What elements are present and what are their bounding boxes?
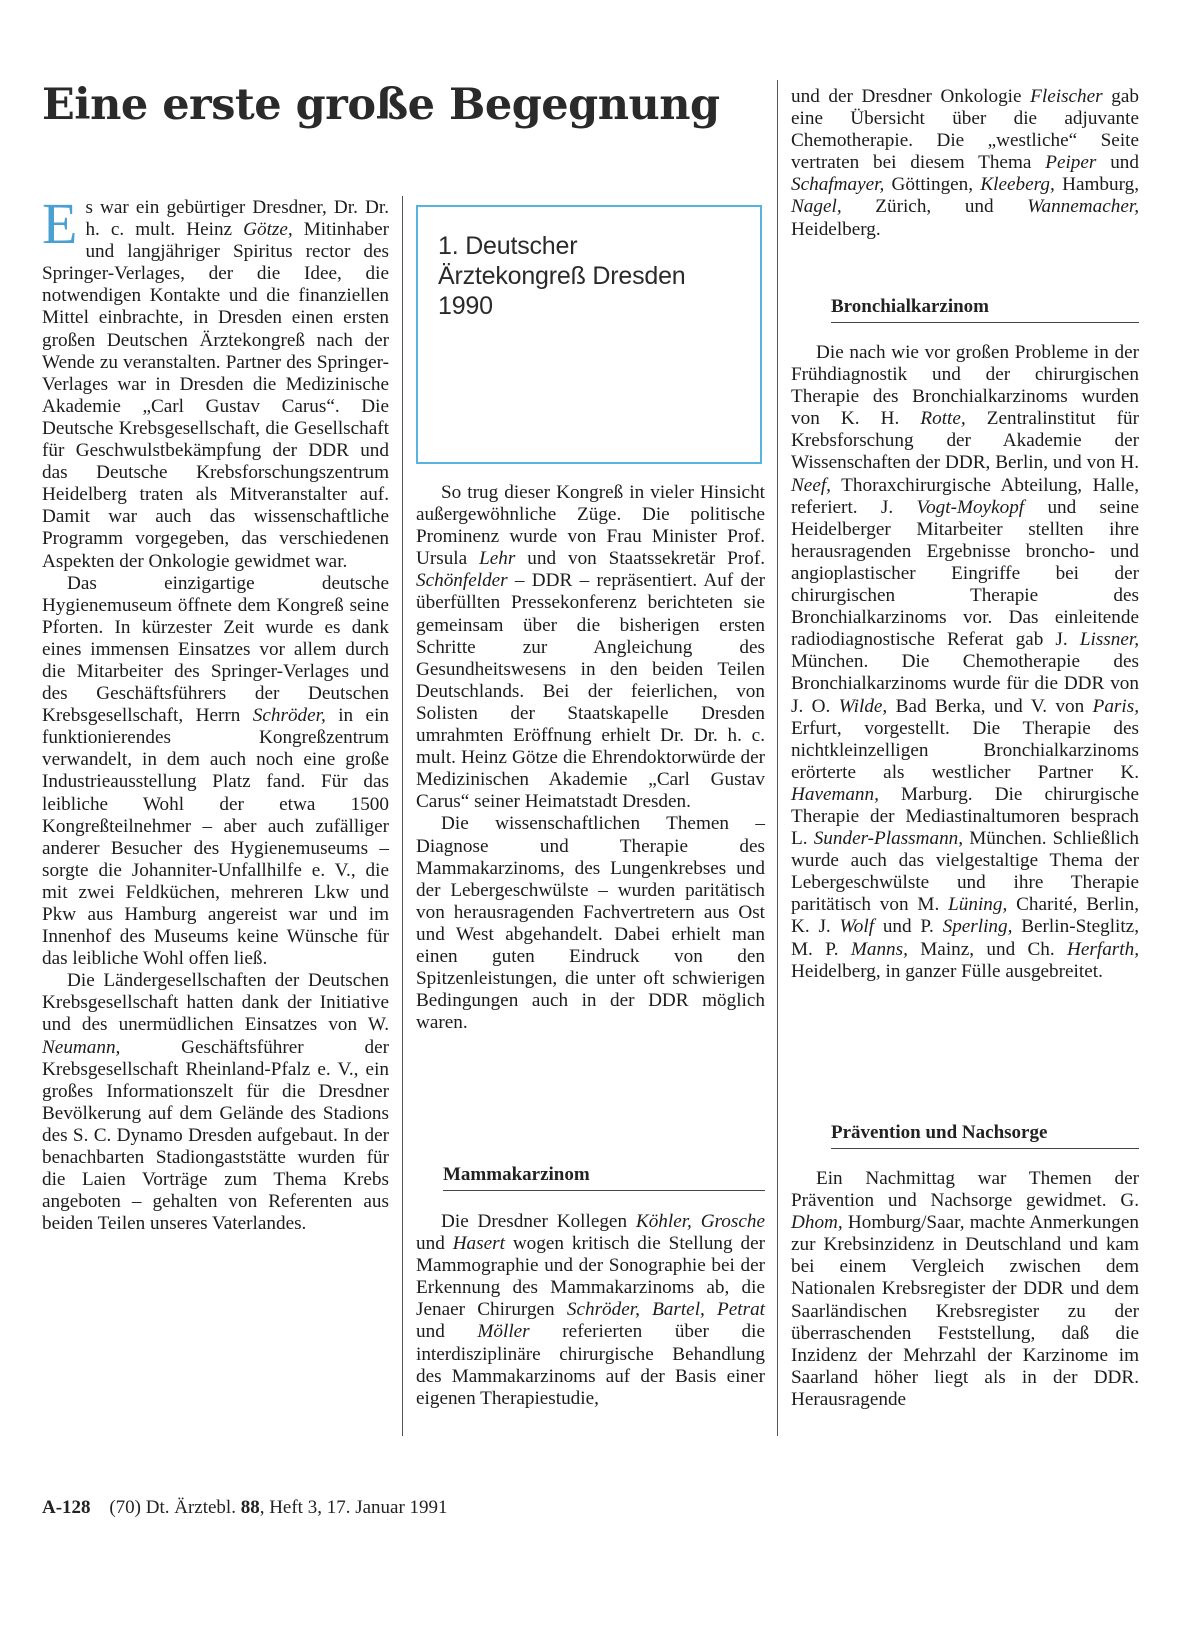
column-divider <box>402 196 403 1436</box>
article-column-2 <box>416 482 765 1034</box>
text-run: Die nach wie vor großen Probleme in der Frühdiagnostik und der chirurgischen Therapie des Bronchialkarzinoms wurden von K. H. <box>791 342 1139 430</box>
article-column-2-continued <box>416 1211 765 1410</box>
text-run: Die Dresdner Kollegen <box>441 1211 636 1232</box>
drop-cap: E <box>42 191 78 256</box>
person-name: Köhler, Grosche <box>635 1211 765 1232</box>
text-run: und P. <box>874 916 943 938</box>
article-column-3-end <box>791 1168 1139 1411</box>
paragraph <box>791 342 1139 983</box>
info-box-line: 1990 <box>438 292 493 320</box>
person-name: Sperling, <box>942 916 1013 938</box>
text-run: München. Schließlich wurde auch das vielgestaltige Thema der Lebergeschwülste und ihre Therapie paritätisch von M. <box>791 828 1139 916</box>
text-run: s war ein gebürtiger Dresdner, Dr. Dr. h. c. mult. Heinz <box>85 197 389 241</box>
article-column-3 <box>791 86 1139 241</box>
text-run: und <box>416 1321 478 1343</box>
person-name: Kleeberg, <box>980 174 1055 196</box>
person-name: Sunder-Plassmann, <box>813 828 964 850</box>
info-box-title <box>438 231 686 321</box>
person-name: Wolf <box>839 916 875 938</box>
article-column-1 <box>42 191 389 1235</box>
paragraph <box>42 970 389 1235</box>
paragraph <box>416 482 765 813</box>
person-name: Wannemacher, <box>1027 196 1139 218</box>
text-run: Mitinhaber und langjähriger Spiritus rector des Springer-Verlages, der die Idee, die notwendigen Kontakte und die finanziellen Mittel einbrachte, in Dresden einen ersten großen Deutschen Ärztekongreß nach der Wende zu veranstalten. Partner des Springer-Verlages war in Dresden die Medizinische Akademie „Carl Gustav Carus“. Die Deutsche Krebsgesellschaft, die Gesellschaft für Geschwulstbekämpfung der DDR und das Deutsche Krebsforschungszentrum Heidelberg traten als Mitveranstalter auf. Damit war auch das wissenschaftliche Programm vorgegeben, das verschiedenen Aspekten der Onkologie gewidmet war. <box>42 219 389 572</box>
person-name: Schönfelder <box>416 570 508 592</box>
section-heading-text: Mammakarzinom <box>443 1164 590 1185</box>
section-heading-praevention <box>831 1122 1139 1149</box>
text-run: Marburg. Die chirurgische Therapie der Mediastinaltumoren besprach L. <box>791 783 1139 850</box>
article-title: Eine erste große Begegnung <box>42 80 720 130</box>
page-footer <box>42 1497 448 1519</box>
person-name: Schröder, <box>252 705 326 727</box>
text-run: Ein Nachmittag war Themen der Prävention und Nachsorge gewidmet. G. <box>791 1168 1139 1212</box>
text-run: gab eine Übersicht über die adjuvante Chemotherapie. Die „westliche“ Seite vertraten bei diesem Thema <box>791 86 1139 174</box>
text-run: und <box>416 1233 453 1255</box>
text-run: – DDR – repräsentiert. Auf der überfüllten Pressekonferenz berichteten sie gemeinsam über die bisherigen ersten Schritte zur Angleichung des Gesundheitswesens in den beiden Teilen Deutschlands. Bei der feierlichen, von Solisten der Staatskapelle Dresden umrahmten Eröffnung erhielt Dr. Dr. h. c. mult. Heinz Götze die Ehrendoktorwürde der Medizinischen Akademie „Carl Gustav Carus“ seiner Heimatstadt Dresden. <box>416 570 765 813</box>
text-run: und von Staatssekretär Prof. <box>515 548 765 570</box>
text-run: und der Dresdner Onkologie <box>791 86 1031 107</box>
text-run: Geschäftsführer der Krebsgesellschaft Rheinland-Pfalz e. V., ein großes Informationszelt für die Dresdner Bevölkerung auf dem Gelände des Stadions des S. C. Dynamo Dresden aufgebaut. In der benachbarten Stadiongaststätte wurden für die Laien Vorträge zum Thema Krebs angeboten – gehalten von Referenten aus beiden Teilen unseres Vaterlandes. <box>42 1036 389 1235</box>
person-name: Herfarth, <box>1067 938 1139 960</box>
person-name: Hasert <box>452 1233 505 1255</box>
text-run: Zentralinstitut für Krebsforschung der Akademie der Wissenschaften der DDR, Berlin, und von H. <box>791 408 1139 474</box>
paragraph <box>42 191 389 573</box>
text-run: und <box>1096 152 1139 174</box>
paragraph <box>42 573 389 971</box>
text-run: Hamburg, <box>1054 174 1140 196</box>
section-heading-text: Prävention und Nachsorge <box>831 1122 1048 1143</box>
paragraph <box>791 1168 1139 1411</box>
person-name: Paris, <box>1092 695 1139 717</box>
person-name: Dhom, <box>791 1212 843 1234</box>
paragraph <box>416 1211 765 1410</box>
text-run: Bad Berka, und V. von <box>887 695 1093 717</box>
info-box <box>416 205 762 464</box>
text-run: Zürich, und <box>841 196 1028 218</box>
person-name: Lissner, <box>1079 629 1139 651</box>
paragraph <box>791 86 1139 241</box>
info-box-line: 1. Deutscher <box>438 232 578 260</box>
issue-date: , Heft 3, 17. Januar 1991 <box>259 1497 448 1518</box>
person-name: Neef, <box>791 474 831 496</box>
article-column-3-continued <box>791 342 1139 983</box>
person-name: Götze, <box>243 219 293 241</box>
section-heading-text: Bronchialkarzinom <box>831 296 989 317</box>
person-name: Möller <box>477 1321 530 1343</box>
text-run: Heidelberg. <box>791 218 881 240</box>
person-name: Havemann, <box>791 783 879 805</box>
text-run: Mainz, und Ch. <box>907 938 1068 960</box>
text-run: und seine Heidelberger Mitarbeiter stellten ihre herausragenden Ergebnisse broncho- und angioplastischer Eingriffe bei der chirurgischen Therapie des Bronchialkarzinoms vor. Das einleitende radiodiagnostische Referat gab J. <box>791 496 1139 651</box>
person-name: Rotte, <box>920 408 966 430</box>
person-name: Nagel, <box>791 196 842 218</box>
text-run: Heidelberg, in ganzer Fülle ausgebreitet. <box>791 960 1103 982</box>
text-run: Das einzigartige deutsche Hygienemuseum öffnete dem Kongreß seine Pforten. In kürzester Zeit wurde es dank eines immensen Einsatzes vor allem durch die Mitarbeiter des Springer-Verlages und des Geschäftsführers der Deutschen Krebsgesellschaft, Herrn <box>42 572 389 727</box>
text-run: wogen kritisch die Stellung der Mammographie und der Sonographie bei der Erkennung des Mammakarzinoms ab, die Jenaer Chirurgen <box>416 1233 765 1321</box>
text-run: Die Ländergesellschaften der Deutschen Krebsgesellschaft hatten dank der Initiative und des unermüdlichen Einsatzes von W. <box>42 970 389 1036</box>
person-name: Neumann, <box>42 1036 121 1058</box>
text-run: Thoraxchirurgische Abteilung, Halle, referiert. J. <box>791 474 1139 518</box>
person-name: Lehr <box>479 548 516 570</box>
person-name: Peiper <box>1045 152 1097 174</box>
page-number: A-128 <box>42 1497 91 1518</box>
info-box-line: Ärztekongreß Dresden <box>438 262 686 290</box>
text-run: Homburg/Saar, machte Anmerkungen zur Krebsinzidenz in Deutschland und kam bei einem Vergleich zwischen dem Nationalen Krebsregister der DDR und dem Saarländischen Krebsregister zu der überraschenden Feststellung, daß die Inzidenz der Mehrzahl der Karzinome im Saarland höher liegt als in der DDR. Herausragende <box>791 1212 1139 1410</box>
section-heading-mammakarzinom <box>443 1164 765 1191</box>
text-run: Charité, Berlin, K. J. <box>791 894 1139 938</box>
section-heading-bronchialkarzinom <box>831 296 1139 323</box>
person-name: Vogt-Moykopf <box>916 496 1025 518</box>
text-run: Göttingen, <box>884 174 981 196</box>
text-run: Erfurt, vorgestellt. Die Therapie des nichtkleinzelligen Bronchialkarzinoms erörterte als westlicher Partner K. <box>791 717 1139 783</box>
journal-citation: (70) Dt. Ärztebl. <box>109 1497 241 1518</box>
person-name: Fleischer <box>1030 86 1103 107</box>
person-name: Schröder, Bartel, Petrat <box>566 1299 765 1321</box>
text-run: So trug dieser Kongreß in vieler Hinsicht außergewöhnliche Züge. Die politische Prominenz wurde von Frau Minister Prof. Ursula <box>416 482 765 570</box>
person-name: Wilde, <box>838 695 888 717</box>
volume-number: 88 <box>240 1497 260 1518</box>
text-run: München. Die Chemotherapie des Bronchialkarzinoms wurde für die DDR von J. O. <box>791 651 1139 717</box>
person-name: Lüning, <box>948 894 1008 916</box>
text-run: in ein funktionierendes Kongreßzentrum verwandelt, in dem auch noch eine große Industrieausstellung Platz fand. Für das leibliche Wohl der etwa 1500 Kongreßteilnehmer – aber auch zufälliger anderer Besucher des Hygienemuseums – sorgte die Johanniter-Unfallhilfe e. V., die mit zwei Feldküchen, mehreren Lkw und Pkw aus Hamburg angereist war und im Innenhof des Museums keine Wünsche für das leibliche Wohl offen ließ. <box>42 705 389 970</box>
person-name: Manns, <box>850 938 908 960</box>
column-divider <box>777 80 778 1436</box>
person-name: Schafmayer, <box>791 174 885 196</box>
text-run: Berlin-Steglitz, M. P. <box>791 916 1139 960</box>
text-run: referierten über die interdisziplinäre chirurgische Behandlung des Mammakarzinoms auf der Basis einer eigenen Therapiestudie, <box>416 1321 765 1409</box>
paragraph: Die wissenschaftlichen Themen – Diagnose und Therapie des Mammakarzinoms, des Lungenkrebses und der Lebergeschwülste – wurden paritätisch von herausragenden Fachvertretern aus Ost und West abgehandelt. Dabei erhielt man einen guten Eindruck von den Spitzenleistungen, die unter oft schwierigen Bedingungen auch in der DDR möglich waren. <box>416 813 765 1034</box>
